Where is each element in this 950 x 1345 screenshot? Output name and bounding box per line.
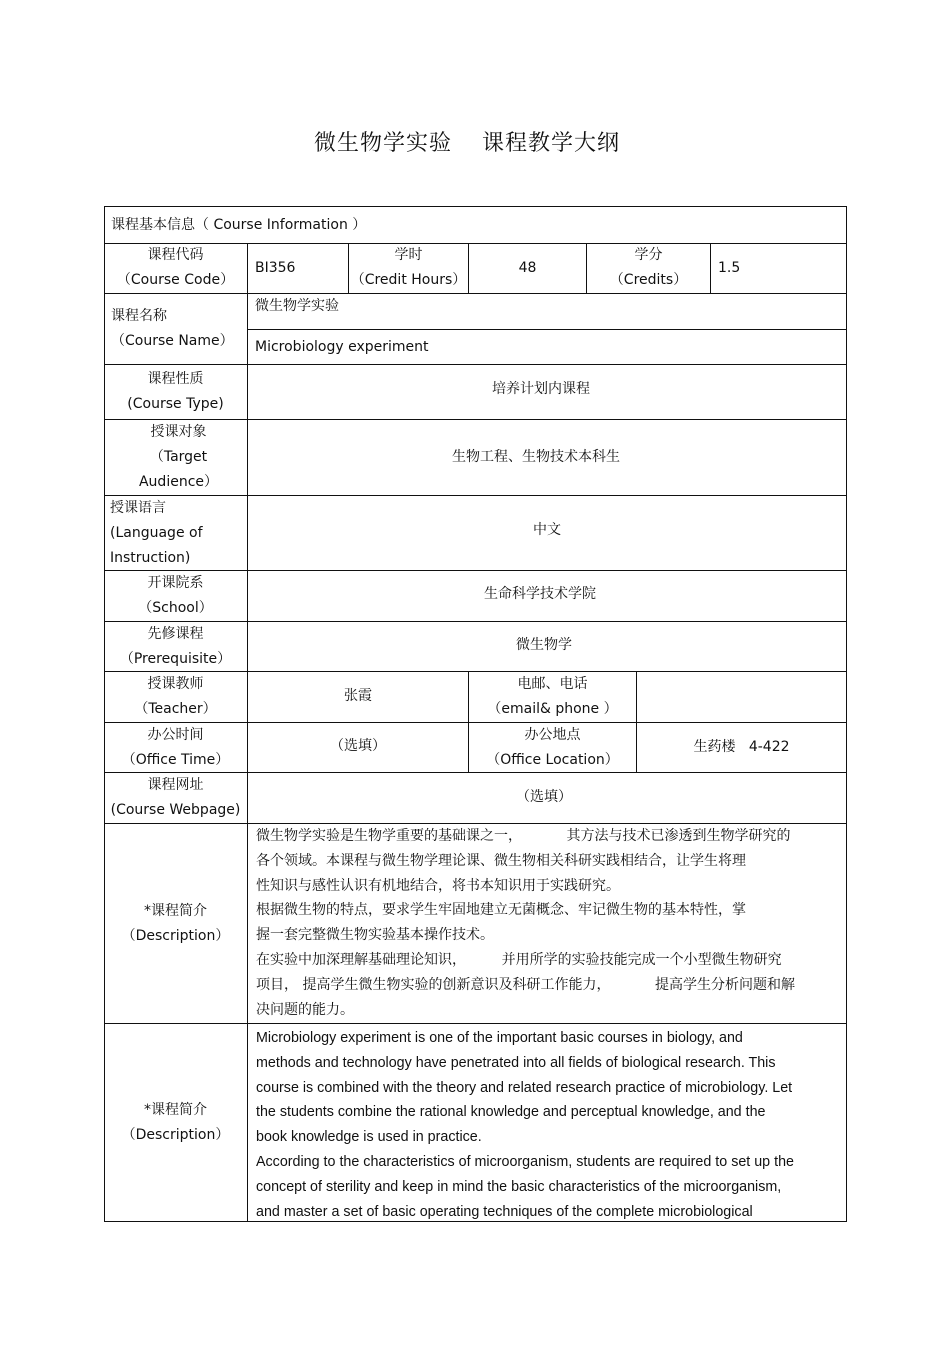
language-value: 中文 bbox=[533, 521, 561, 538]
page-title bbox=[0, 126, 934, 157]
school-value: 生命科学技术学院 bbox=[484, 585, 596, 602]
contact-value bbox=[637, 672, 846, 722]
description-en-line: and master a set of basic operating techniques of the complete microbiological bbox=[256, 1203, 753, 1220]
description-en-line: the students combine the rational knowledge and perceptual knowledge, and the bbox=[256, 1104, 766, 1121]
description-cn-line: 项目， 提高学生微生物实验的创新意识及科研工作能力， 提高学生分析问题和解 bbox=[256, 976, 795, 993]
course-code-value: BI356 bbox=[255, 259, 296, 276]
credits-label: 学分 （Credits） bbox=[609, 247, 688, 288]
course-type-label: 课程性质 (Course Type) bbox=[127, 371, 224, 412]
webpage-value: （选填） bbox=[516, 788, 572, 805]
language-label: 授课语言 (Language of Instruction) bbox=[110, 499, 203, 566]
teacher-label: 授课教师 （Teacher） bbox=[134, 676, 217, 717]
target-audience-value: 生物工程、生物技术本科生 bbox=[452, 449, 620, 465]
description-cn-line: 性知识与感性认识有机地结合，将书本知识用于实践研究。 bbox=[256, 877, 620, 894]
description-en-line: Microbiology experiment is one of the important basic courses in biology, and bbox=[256, 1030, 743, 1046]
school-label: 开课院系 （School） bbox=[138, 575, 213, 616]
credit-hours-label: 学时 （Credit Hours） bbox=[350, 247, 467, 288]
description-cn-text bbox=[256, 824, 828, 1022]
description-en-label: *课程简介 （Description） bbox=[121, 1101, 230, 1143]
office-time-value: （选填） bbox=[330, 737, 386, 754]
contact-label: 电邮、电话 （email& phone ） bbox=[487, 676, 618, 717]
office-location-value: 生药楼 4-422 bbox=[693, 738, 790, 755]
description-en-line: concept of sterility and keep in mind the basic characteristics of the microorganism, bbox=[256, 1178, 782, 1195]
course-name-label: 课程名称 （Course Name） bbox=[111, 308, 234, 349]
credit-hours-value: 48 bbox=[518, 259, 537, 276]
prerequisite-label: 先修课程 （Prerequisite） bbox=[119, 625, 232, 667]
description-cn-line: 微生物学实验是生物学重要的基础课之一， 其方法与技术已渗透到生物学研究的 bbox=[256, 828, 791, 844]
description-en-line: methods and technology have penetrated into all fields of biological research. This bbox=[256, 1054, 776, 1071]
description-en-line: According to the characteristics of microorganism, students are required to set up the bbox=[256, 1153, 794, 1170]
title-syllabus: 课程教学大纲 bbox=[482, 131, 621, 156]
description-cn-line: 各个领域。本课程与微生物学理论课、微生物相关科研实践相结合，让学生将理 bbox=[256, 852, 746, 869]
description-cn-line: 根据微生物的特点，要求学生牢固地建立无菌概念、牢记微生物的基本特性，掌 bbox=[256, 902, 746, 919]
description-cn-label: *课程简介 （Description） bbox=[121, 902, 230, 944]
title-course: 微生物学实验 bbox=[313, 131, 452, 156]
teacher-value: 张霞 bbox=[344, 687, 372, 704]
prerequisite-value: 微生物学 bbox=[516, 636, 572, 653]
description-en-text bbox=[256, 1026, 828, 1224]
office-time-label: 办公时间 （Office Time） bbox=[121, 726, 230, 768]
description-en-line: course is combined with the theory and related research practice of microbiology. Let bbox=[256, 1079, 793, 1096]
course-info-header: 课程基本信息（ Course Information ） bbox=[111, 216, 367, 233]
credits-value: 1.5 bbox=[718, 259, 741, 276]
description-en-line: book knowledge is used in practice. bbox=[256, 1129, 482, 1146]
office-location-label: 办公地点 （Office Location） bbox=[486, 726, 619, 768]
description-cn-line: 握一套完整微生物实验基本操作技术。 bbox=[256, 927, 494, 944]
webpage-label: 课程网址 (Course Webpage) bbox=[110, 777, 241, 818]
course-code-label: 课程代码 （Course Code） bbox=[116, 247, 235, 288]
course-name-cn: 微生物学实验 bbox=[255, 298, 339, 314]
course-type-value: 培养计划内课程 bbox=[492, 380, 590, 397]
description-cn-line: 在实验中加深理解基础理论知识， 并用所学的实验技能完成一个小型微生物研究 bbox=[256, 951, 782, 968]
description-cn-line: 决问题的能力。 bbox=[256, 1001, 354, 1018]
course-name-en: Microbiology experiment bbox=[255, 338, 429, 355]
target-audience-label: 授课对象 （Target Audience） bbox=[138, 424, 219, 490]
